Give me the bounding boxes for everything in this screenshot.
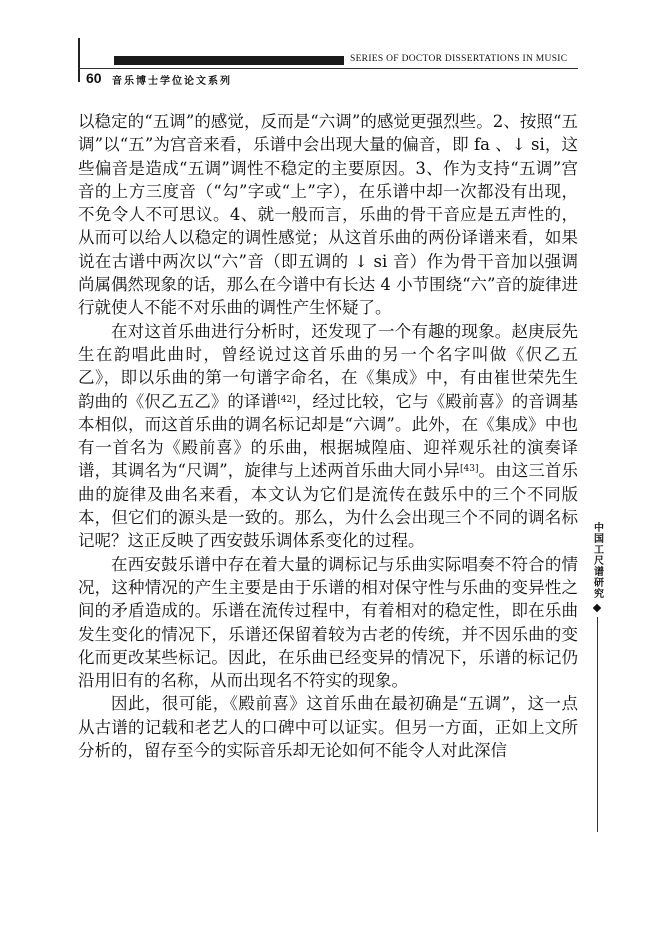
paragraph-4: 因此，很可能，《殿前喜》这首乐曲在最初确是“五调”，这一点从古谱的记载和老艺人的口碑中可以证实。但另一方面，正如上文所分析的，留存至今的实际音乐却无论如何不能令人对此深信 xyxy=(78,694,578,761)
header-tick-mark xyxy=(78,38,80,82)
diamond-icon xyxy=(593,604,601,612)
header-black-bar xyxy=(114,56,344,65)
page-number: 60 xyxy=(86,70,102,86)
side-title-label: 中国工尺谱研究 xyxy=(591,522,603,599)
paragraph-1: 以稳定的“五调”的感觉，反而是“六调”的感觉更强烈些。2、按照“五调”以“五”为宫音来看，乐谱中会出现大量的偏音，即 fa 、↓ si，这些偏音是造成“五调”调性不稳定的主要原因。3、作为支持“五调”宫音的上方三度音（“勾”字或“上”字），在乐谱中却一次都没有出现，不免令人不可思议。4、就一般而言，乐曲的骨干音应是五声性的，从而可以给人以稳定的调性感觉；从这首乐曲的两份译谱来看，如果说在古谱中两次以“六”音（即五调的 ↓ si 音）作为骨干音加以强调尚属偶然现象的话，那么在今谱中有长达 4 小节围绕“六”音的旋律进行就使人不能不对乐曲的调性产生怀疑了。 xyxy=(78,112,578,318)
body-text xyxy=(78,110,578,762)
header-rule xyxy=(78,68,578,69)
series-english: SERIES OF DOCTOR DISSERTATIONS IN MUSIC xyxy=(350,54,568,64)
paragraph-2 xyxy=(78,320,578,553)
paragraph-2-part-b: ，经过比较，它与《殿前喜》的音调基本相似，而这首乐曲的调名标记却是“六调”。此外，在《集成》中也有一首名为《殿前喜》的乐曲，根据城隍庙、迎祥观乐社的演奏译谱，其调名为“尺调”，旋律与上述两首乐曲大同小异 xyxy=(78,391,579,481)
footnote-ref-43: [43] xyxy=(459,464,479,475)
side-running-title xyxy=(590,522,604,832)
paragraph-3: 在西安鼓乐谱中存在着大量的调标记与乐曲实际唱奏不符合的情况，这种情况的产生主要是由于乐谱的相对保守性与乐曲的变异性之间的矛盾造成的。乐谱在流传过程中，有着相对的稳定性，即在乐曲发生变化的情况下，乐谱还保留着较为古老的传统，并不因乐曲的变化而更改某些标记。因此，在乐曲已经变异的情况下，乐谱的标记仍沿用旧有的名称，从而出现名不符实的现象。 xyxy=(78,554,578,691)
running-header xyxy=(78,34,578,87)
paragraph-2-part-c: 。由这三首乐曲的旋律及曲名来看，本文认为它们是流传在鼓乐中的三个不同版本，但它们的源头是一致的。那么，为什么会出现三个不同的调名标记呢？这正反映了西安鼓乐调体系变化的过程。 xyxy=(78,461,578,551)
footnote-ref-42: [42] xyxy=(277,394,296,405)
side-rule xyxy=(597,617,598,832)
series-title: 音乐博士学位论文系列 xyxy=(112,76,232,87)
paragraph-2-part-a: 在对这首乐曲进行分析时，还发现了一个有趣的现象。赵庚辰先生在韵唱此曲时，曾经说过这首乐曲的另一个名字叫做《伬乙五乙》，即以乐曲的第一句谱字命名，在《集成》中，有由崔世荣先生韵曲的《伬乙五乙》的译谱 xyxy=(78,321,578,411)
